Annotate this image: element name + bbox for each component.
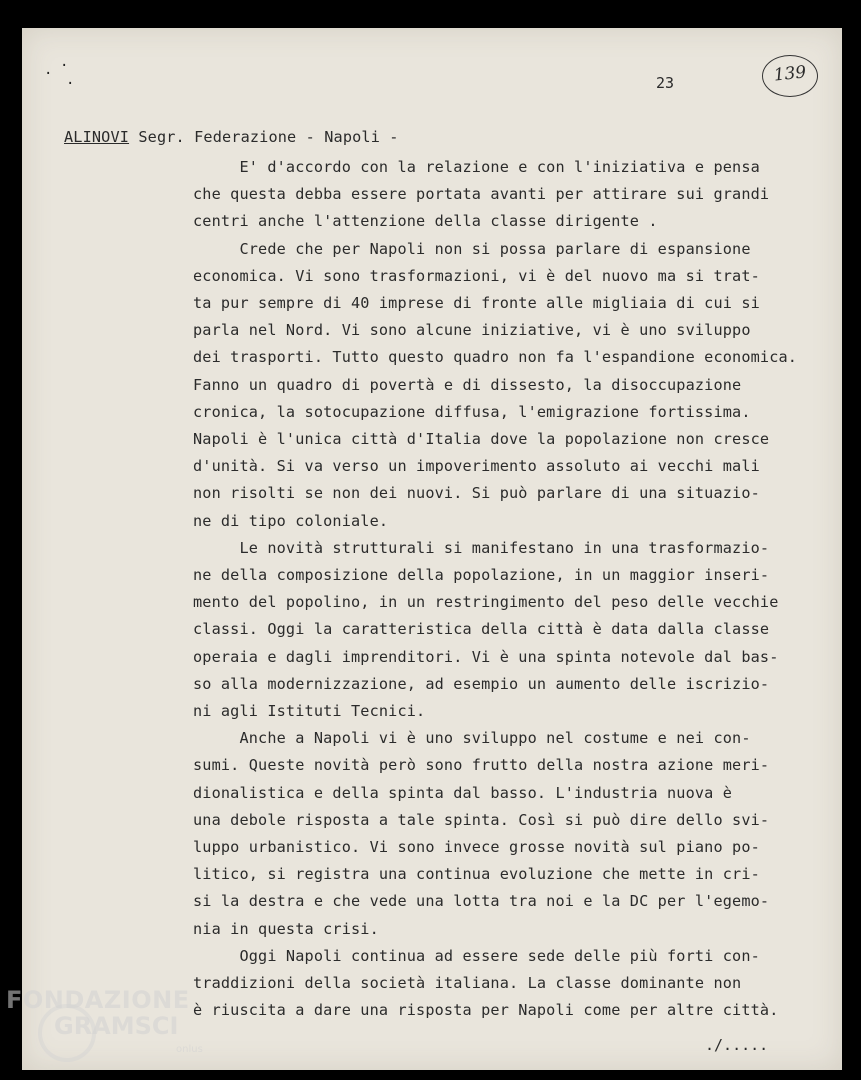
text-line: non risolti se non dei nuovi. Si può parlare di una situazio- [193,484,760,503]
text-line: Le novità strutturali si manifestano in una trasformazio- [193,538,770,557]
text-line: mento del popolino, in un restringimento del peso delle vecchie [193,593,779,612]
text-line: ni agli Istituti Tecnici. [193,702,426,721]
speck-mark: · [66,76,75,92]
watermark-line1: FONDAZIONE [6,986,190,1014]
text-line: parla nel Nord. Vi sono alcune iniziative, vi è uno sviluppo [193,321,751,340]
text-line: ne della composizione della popolazione, in un maggior inseri- [193,566,770,585]
text-line: dei trasporti. Tutto questo quadro non fa l'espandione economica. [193,348,798,367]
text-line: è riuscita a dare una risposta per Napoli come per altre città. [193,1001,779,1020]
text-line: classi. Oggi la caratteristica della città è data dalla classe [193,620,770,639]
page-number: 23 [656,74,675,92]
text-line: dionalistica e della spinta dal basso. L'industria nuova è [193,783,733,802]
speck-mark: · [44,66,53,82]
continuation-mark: ./..... [705,1036,769,1054]
text-line: sumi. Queste novità però sono frutto della nostra azione meri- [193,756,770,775]
text-line: che questa debba essere portata avanti per attirare sui grandi [193,185,770,204]
text-line: cronica, la sotocupazione diffusa, l'emigrazione fortissima. [193,402,751,421]
text-line: luppo urbanistico. Vi sono invece grosse novità sul piano po- [193,838,760,857]
text-line: traddizioni della società italiana. La classe dominante non [193,974,742,993]
fondazione-gramsci-watermark [6,986,216,1066]
text-line: so alla modernizzazione, ad esempio un aumento delle iscrizio- [193,674,770,693]
text-line: litico, si registra una continua evoluzione che mette in cri- [193,865,760,884]
text-line: economica. Vi sono trasformazioni, vi è del nuovo ma si trat- [193,266,760,285]
watermark-onlus: onlus [176,1044,203,1055]
text-line: operaia e dagli imprenditori. Vi è una spinta notevole dal bas- [193,647,779,666]
text-line: nia in questa crisi. [193,919,379,938]
speck-mark: · [60,58,69,74]
text-line: d'unità. Si va verso un impoverimento assoluto ai vecchi mali [193,457,760,476]
watermark-line2: GRAMSCI [54,1012,179,1040]
speaker-name: ALINOVI [64,128,130,146]
speaker-heading [64,124,399,151]
text-line: Oggi Napoli continua ad essere sede delle più forti con- [193,946,760,965]
text-line: si la destra e che vede una lotta tra noi e la DC per l'egemo- [193,892,770,911]
text-line: E' d'accordo con la relazione e con l'iniziativa e pensa [193,158,760,176]
text-line: Anche a Napoli vi è uno sviluppo nel costume e nei con- [193,729,751,748]
archive-number: 139 [772,62,808,86]
speaker-role: Segr. Federazione - Napoli - [129,128,399,146]
text-line: una debole risposta a tale spinta. Così si può dire dello svi- [193,810,770,829]
text-line: ne di tipo coloniale. [193,511,389,530]
text-line: centri anche l'attenzione della classe dirigente . [193,212,658,231]
text-line: Napoli è l'unica città d'Italia dove la popolazione non cresce [193,430,770,449]
text-line: Crede che per Napoli non si possa parlare di espansione [193,239,751,258]
text-line: Fanno un quadro di povertà e di dissesto, la disoccupazione [193,375,742,394]
body-text [193,154,797,1025]
text-line: ta pur sempre di 40 imprese di fronte alle migliaia di cui si [193,294,760,313]
